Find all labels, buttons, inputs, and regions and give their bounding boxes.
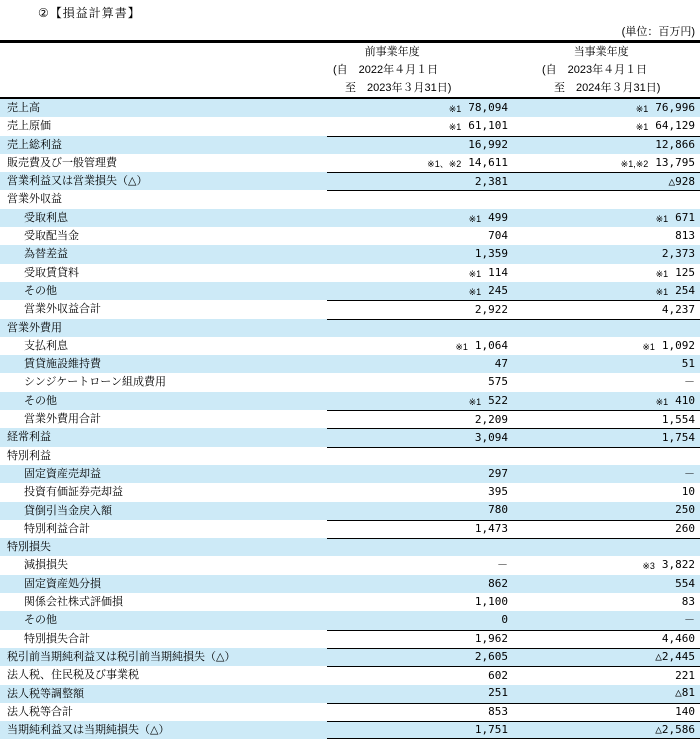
amount-cell — [508, 611, 700, 629]
table-row — [0, 556, 700, 574]
table-row — [0, 611, 700, 629]
amount-cell — [508, 300, 700, 318]
amount-cell — [508, 154, 700, 172]
amount-value: 16,992 — [468, 138, 508, 152]
amount-cell — [327, 483, 508, 501]
amount-cell — [327, 685, 508, 703]
row-label: 営業外費用 — [7, 321, 62, 334]
amount-value: 47 — [494, 357, 508, 371]
amount-value: 250 — [675, 503, 695, 517]
amount-value: 4,237 — [661, 302, 695, 316]
row-label: 減損損失 — [24, 559, 68, 572]
amount-value: 140 — [675, 705, 695, 719]
amount-value: 245 — [488, 283, 508, 297]
amount-value: 3,822 — [661, 558, 695, 572]
amount-cell — [327, 611, 508, 629]
amount-value: 4,460 — [661, 632, 695, 646]
row-label: 販売費及び一般管理費 — [7, 156, 117, 169]
table-row — [0, 319, 700, 337]
current-year-period-to: 至 2024年３月31日) — [554, 82, 661, 94]
amount-cell — [327, 136, 508, 154]
amount-value: 2,922 — [474, 302, 508, 316]
amount-cell — [508, 447, 700, 465]
unit-label: (単位：百万円) — [621, 26, 695, 38]
amount-value: 671 — [675, 210, 695, 224]
amount-cell — [327, 447, 508, 465]
amount-cell — [327, 190, 508, 208]
row-label: 営業利益又は営業損失（△） — [7, 175, 148, 188]
row-label: 特別利益合計 — [24, 522, 90, 535]
row-label: 投資有価証券売却益 — [24, 486, 123, 499]
amount-value: 125 — [675, 265, 695, 279]
amount-value: 13,795 — [655, 155, 695, 169]
amount-cell — [327, 520, 508, 538]
amount-cell — [508, 556, 700, 574]
amount-cell — [508, 666, 700, 684]
note-reference: ※1 — [635, 122, 649, 133]
row-label: 受取配当金 — [24, 230, 79, 243]
note-reference: ※1 — [655, 268, 669, 279]
table-row — [0, 703, 700, 721]
row-label: 営業外費用合計 — [24, 413, 101, 426]
amount-cell — [508, 209, 700, 227]
table-row — [0, 282, 700, 300]
note-reference: ※1 — [655, 213, 669, 224]
amount-cell — [327, 666, 508, 684]
amount-cell — [327, 721, 508, 739]
table-row — [0, 465, 700, 483]
amount-value: 78,094 — [468, 100, 508, 114]
amount-cell — [327, 99, 508, 117]
row-label: 支払利息 — [24, 339, 68, 352]
table-row — [0, 245, 700, 263]
amount-cell — [508, 721, 700, 739]
table-row — [0, 355, 700, 373]
table-row — [0, 447, 700, 465]
amount-cell — [508, 264, 700, 282]
amount-value: 2,381 — [474, 174, 508, 188]
amount-value: 10 — [681, 485, 695, 499]
amount-cell — [508, 337, 700, 355]
amount-value: 221 — [675, 668, 695, 682]
table-row — [0, 227, 700, 245]
header-spacer — [0, 43, 327, 97]
row-label: 受取利息 — [24, 211, 68, 224]
amount-cell — [327, 593, 508, 611]
income-statement-table — [0, 99, 700, 739]
amount-value: － — [684, 375, 695, 389]
amount-cell — [508, 99, 700, 117]
amount-cell — [327, 227, 508, 245]
row-label: その他 — [24, 284, 57, 297]
row-label: 特別損失合計 — [24, 632, 90, 645]
table-row — [0, 136, 700, 154]
amount-value: 260 — [675, 522, 695, 536]
note-reference: ※3 — [642, 561, 655, 572]
amount-cell — [508, 465, 700, 483]
amount-value: 14,611 — [468, 155, 508, 169]
table-row — [0, 264, 700, 282]
amount-cell — [327, 319, 508, 337]
note-reference: ※1,※2 — [620, 158, 649, 169]
table-header — [0, 43, 700, 97]
amount-cell — [327, 154, 508, 172]
row-label: シンジケートローン組成費用 — [24, 376, 167, 389]
amount-value: － — [684, 613, 695, 627]
amount-value: 575 — [488, 375, 508, 389]
amount-cell — [508, 355, 700, 373]
table-row — [0, 392, 700, 410]
amount-value: △2,586 — [655, 723, 695, 737]
table-row — [0, 648, 700, 666]
row-label: 経常利益 — [7, 431, 51, 444]
amount-cell — [327, 300, 508, 318]
table-row — [0, 172, 700, 190]
amount-cell — [327, 648, 508, 666]
amount-cell — [327, 209, 508, 227]
amount-cell — [327, 703, 508, 721]
amount-value: 114 — [488, 265, 508, 279]
current-year-period-from: (自 2023年４月１日 — [542, 64, 648, 76]
table-row — [0, 575, 700, 593]
amount-cell — [508, 392, 700, 410]
row-label: 法人税等合計 — [7, 705, 73, 718]
amount-value: 1,092 — [661, 338, 695, 352]
row-label: 固定資産処分損 — [24, 577, 101, 590]
amount-cell — [327, 355, 508, 373]
amount-value: 1,359 — [474, 247, 508, 261]
amount-value: △928 — [668, 174, 695, 188]
row-label: 法人税等調整額 — [7, 687, 84, 700]
amount-cell — [508, 648, 700, 666]
amount-cell — [327, 575, 508, 593]
row-label: その他 — [24, 394, 57, 407]
note-reference: ※1 — [468, 268, 482, 279]
table-row — [0, 410, 700, 428]
amount-value: 410 — [675, 393, 695, 407]
amount-cell — [508, 428, 700, 446]
amount-value: △2,445 — [655, 650, 695, 664]
row-label: その他 — [24, 614, 57, 627]
amount-value: 554 — [675, 576, 695, 590]
table-row — [0, 117, 700, 135]
amount-cell — [327, 337, 508, 355]
amount-cell — [327, 245, 508, 263]
amount-value: 0 — [501, 613, 508, 627]
row-label: 営業外収益合計 — [24, 303, 101, 316]
table-row — [0, 538, 700, 556]
amount-cell — [327, 172, 508, 190]
amount-value: 780 — [488, 503, 508, 517]
amount-cell — [508, 685, 700, 703]
amount-cell — [327, 502, 508, 520]
amount-value: － — [684, 466, 695, 480]
amount-value: 602 — [488, 668, 508, 682]
amount-cell — [508, 282, 700, 300]
income-statement-page — [0, 4, 700, 742]
amount-cell — [327, 373, 508, 391]
note-reference: ※1 — [468, 396, 482, 407]
amount-value: 61,101 — [468, 119, 508, 133]
amount-cell — [327, 264, 508, 282]
amount-cell — [327, 630, 508, 648]
amount-cell — [508, 172, 700, 190]
amount-cell — [327, 428, 508, 446]
table-row — [0, 520, 700, 538]
amount-value: 1,962 — [474, 632, 508, 646]
table-row — [0, 593, 700, 611]
note-reference: ※1 — [655, 286, 669, 297]
amount-value: 853 — [488, 705, 508, 719]
row-label: 賃貸施設維持費 — [24, 358, 101, 371]
row-label: 為替差益 — [24, 248, 68, 261]
amount-value: 1,754 — [661, 430, 695, 444]
table-row — [0, 300, 700, 318]
amount-value: 76,996 — [655, 100, 695, 114]
amount-cell — [508, 190, 700, 208]
row-label: 当期純利益又は当期純損失（△） — [7, 724, 170, 737]
prior-year-name: 前事業年度 — [364, 46, 420, 58]
amount-cell — [508, 373, 700, 391]
amount-cell — [508, 483, 700, 501]
amount-value: 2,209 — [474, 412, 508, 426]
amount-cell — [508, 410, 700, 428]
amount-cell — [327, 282, 508, 300]
amount-value: 2,605 — [474, 650, 508, 664]
row-label: 特別損失 — [7, 541, 51, 554]
amount-cell — [327, 392, 508, 410]
amount-value: 704 — [488, 229, 508, 243]
amount-cell — [508, 703, 700, 721]
column-header-prior-year — [327, 43, 508, 97]
amount-cell — [508, 117, 700, 135]
page-title: ②【損益計算書】 — [38, 6, 141, 20]
table-row — [0, 502, 700, 520]
amount-value: 1,751 — [474, 723, 508, 737]
amount-value: 813 — [675, 229, 695, 243]
row-label: 営業外収益 — [7, 193, 62, 206]
amount-cell — [508, 520, 700, 538]
amount-value: 3,094 — [474, 430, 508, 444]
note-reference: ※1 — [448, 122, 462, 133]
row-label: 法人税、住民税及び事業税 — [7, 669, 139, 682]
table-row — [0, 99, 700, 117]
amount-cell — [508, 245, 700, 263]
amount-cell — [327, 538, 508, 556]
table-row — [0, 685, 700, 703]
amount-value: 251 — [488, 686, 508, 700]
row-label: 特別利益 — [7, 449, 51, 462]
note-reference: ※1 — [655, 396, 669, 407]
amount-cell — [508, 593, 700, 611]
amount-cell — [508, 630, 700, 648]
row-label: 受取賃貸料 — [24, 266, 79, 279]
amount-cell — [508, 538, 700, 556]
table-row — [0, 373, 700, 391]
amount-value: 64,129 — [655, 119, 695, 133]
row-label: 貸倒引当金戻入額 — [24, 504, 112, 517]
amount-cell — [508, 319, 700, 337]
amount-value: 1,100 — [474, 594, 508, 608]
table-row — [0, 190, 700, 208]
row-label: 売上総利益 — [7, 138, 62, 151]
amount-cell — [508, 227, 700, 245]
amount-value: 862 — [488, 576, 508, 590]
note-reference: ※1 — [468, 286, 482, 297]
note-reference: ※1 — [635, 103, 649, 114]
table-row — [0, 483, 700, 501]
amount-cell — [327, 556, 508, 574]
table-row — [0, 209, 700, 227]
amount-value: △81 — [675, 686, 695, 700]
table-row — [0, 337, 700, 355]
prior-year-period-to: 至 2023年３月31日) — [345, 82, 452, 94]
amount-value: 12,866 — [655, 138, 695, 152]
note-reference: ※1、※2 — [427, 158, 462, 169]
amount-cell — [327, 117, 508, 135]
amount-value: 1,473 — [474, 522, 508, 536]
amount-value: 297 — [488, 466, 508, 480]
amount-cell — [508, 575, 700, 593]
amount-cell — [508, 502, 700, 520]
note-reference: ※1 — [448, 103, 462, 114]
row-label: 税引前当期純利益又は税引前当期純損失（△） — [7, 650, 236, 663]
table-row — [0, 666, 700, 684]
table-row — [0, 630, 700, 648]
table-row — [0, 428, 700, 446]
amount-value: 254 — [675, 283, 695, 297]
row-label: 売上高 — [7, 102, 40, 114]
column-header-current-year — [508, 43, 700, 97]
row-label: 固定資産売却益 — [24, 467, 101, 480]
amount-value: 51 — [681, 357, 695, 371]
amount-value: 1,554 — [661, 412, 695, 426]
row-label: 関係会社株式評価損 — [24, 596, 123, 609]
row-label: 売上原価 — [7, 120, 51, 133]
note-reference: ※1 — [455, 341, 468, 352]
current-year-name: 当事業年度 — [573, 46, 629, 58]
amount-value: － — [497, 558, 508, 572]
amount-value: 522 — [488, 393, 508, 407]
amount-value: 499 — [488, 210, 508, 224]
amount-value: 395 — [488, 485, 508, 499]
amount-value: 83 — [681, 594, 695, 608]
amount-cell — [327, 465, 508, 483]
amount-cell — [327, 410, 508, 428]
table-row — [0, 721, 700, 739]
note-reference: ※1 — [642, 341, 655, 352]
amount-cell — [508, 136, 700, 154]
amount-value: 1,064 — [474, 338, 508, 352]
note-reference: ※1 — [468, 213, 482, 224]
prior-year-period-from: (自 2022年４月１日 — [333, 64, 439, 76]
amount-value: 2,373 — [661, 247, 695, 261]
table-row — [0, 154, 700, 172]
